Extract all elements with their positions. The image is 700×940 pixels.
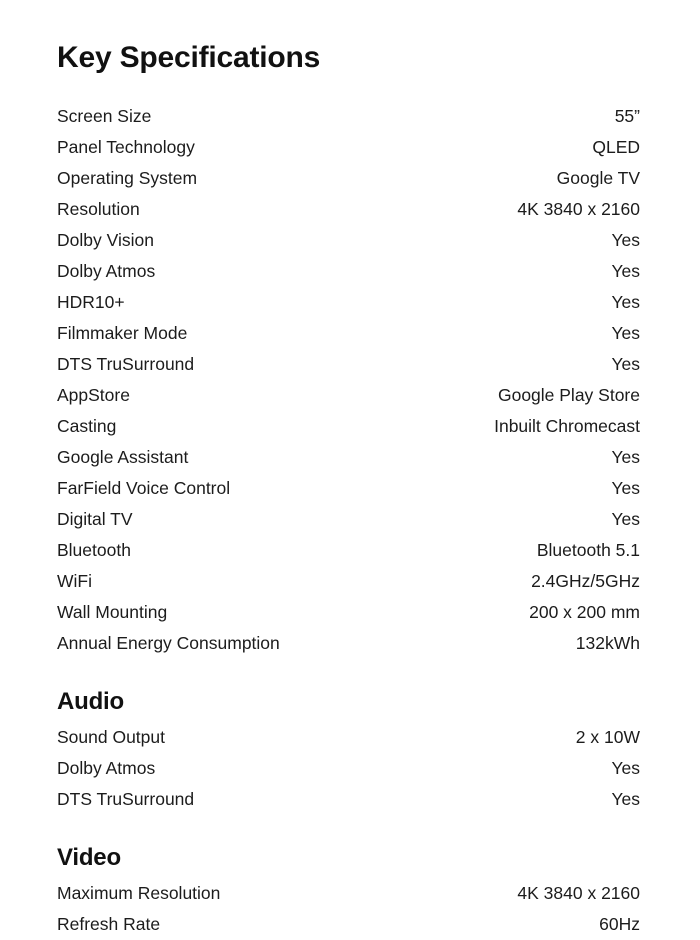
spec-row (57, 287, 640, 318)
spec-label: Annual Energy Consumption (57, 633, 280, 653)
spec-row (57, 597, 640, 628)
spec-row (57, 411, 640, 442)
spec-label: Filmmaker Mode (57, 323, 188, 343)
spec-row (57, 225, 640, 256)
spec-row (57, 194, 640, 225)
spec-label: Refresh Rate (57, 914, 161, 934)
spec-row (57, 909, 640, 940)
section-video (57, 843, 640, 940)
spec-row (57, 473, 640, 504)
spec-value: 4K 3840 x 2160 (517, 883, 640, 903)
spec-value: Yes (611, 261, 640, 281)
spec-value: Google Play Store (497, 385, 640, 405)
page-title: Key Specifications (57, 41, 321, 74)
spec-row (57, 535, 640, 566)
section-heading: Audio (57, 688, 124, 715)
spec-row (57, 878, 640, 909)
spec-label: Operating System (57, 168, 198, 188)
spec-row (57, 380, 640, 411)
spec-value: Inbuilt Chromecast (494, 416, 640, 436)
spec-label: Sound Output (57, 727, 165, 747)
spec-value: Yes (611, 447, 640, 467)
spec-label: Digital TV (57, 509, 133, 529)
section-audio (57, 687, 640, 815)
spec-row (57, 163, 640, 194)
spec-row (57, 566, 640, 597)
spec-value: Yes (611, 789, 640, 809)
spec-label: Casting (57, 416, 117, 436)
spec-value: Yes (611, 478, 640, 498)
spec-label: Google Assistant (57, 447, 189, 467)
spec-label: Resolution (57, 199, 140, 219)
spec-label: Dolby Atmos (57, 261, 156, 281)
spec-value: Google TV (556, 168, 640, 188)
spec-row (57, 256, 640, 287)
spec-label: Dolby Atmos (57, 758, 156, 778)
spec-row (57, 628, 640, 659)
spec-label: DTS TruSurround (57, 789, 195, 809)
sections (57, 101, 640, 940)
section-key-specifications (57, 101, 640, 659)
spec-label: FarField Voice Control (57, 478, 231, 498)
spec-label: Maximum Resolution (57, 883, 221, 903)
spec-value: Yes (611, 292, 640, 312)
spec-label: AppStore (57, 385, 130, 405)
spec-value: 132kWh (575, 633, 640, 653)
spec-row (57, 722, 640, 753)
section-rows (57, 101, 640, 659)
spec-value: Yes (611, 323, 640, 343)
spec-value: 2 x 10W (575, 727, 640, 747)
section-rows (57, 878, 640, 940)
spec-value: 200 x 200 mm (529, 602, 640, 622)
section-heading: Video (57, 844, 121, 871)
spec-value: Bluetooth 5.1 (536, 540, 640, 560)
spec-row (57, 753, 640, 784)
spec-value: Yes (611, 509, 640, 529)
section-rows (57, 722, 640, 815)
spec-row (57, 504, 640, 535)
spec-label: Bluetooth (57, 540, 131, 560)
spec-label: HDR10+ (57, 292, 125, 312)
spec-value: QLED (592, 137, 640, 157)
spec-value: 55” (614, 106, 640, 126)
spec-label: DTS TruSurround (57, 354, 195, 374)
spec-label: WiFi (57, 571, 92, 591)
spec-label: Screen Size (57, 106, 152, 126)
spec-value: 4K 3840 x 2160 (517, 199, 640, 219)
spec-row (57, 442, 640, 473)
spec-row (57, 349, 640, 380)
spec-value: Yes (611, 758, 640, 778)
spec-value: Yes (611, 230, 640, 250)
spec-row (57, 101, 640, 132)
spec-row (57, 132, 640, 163)
spec-row (57, 784, 640, 815)
spec-label: Dolby Vision (57, 230, 154, 250)
spec-value: 2.4GHz/5GHz (531, 571, 640, 591)
spec-value: 60Hz (599, 914, 640, 934)
spec-value: Yes (611, 354, 640, 374)
spec-label: Wall Mounting (57, 602, 168, 622)
spec-row (57, 318, 640, 349)
spec-label: Panel Technology (57, 137, 195, 157)
